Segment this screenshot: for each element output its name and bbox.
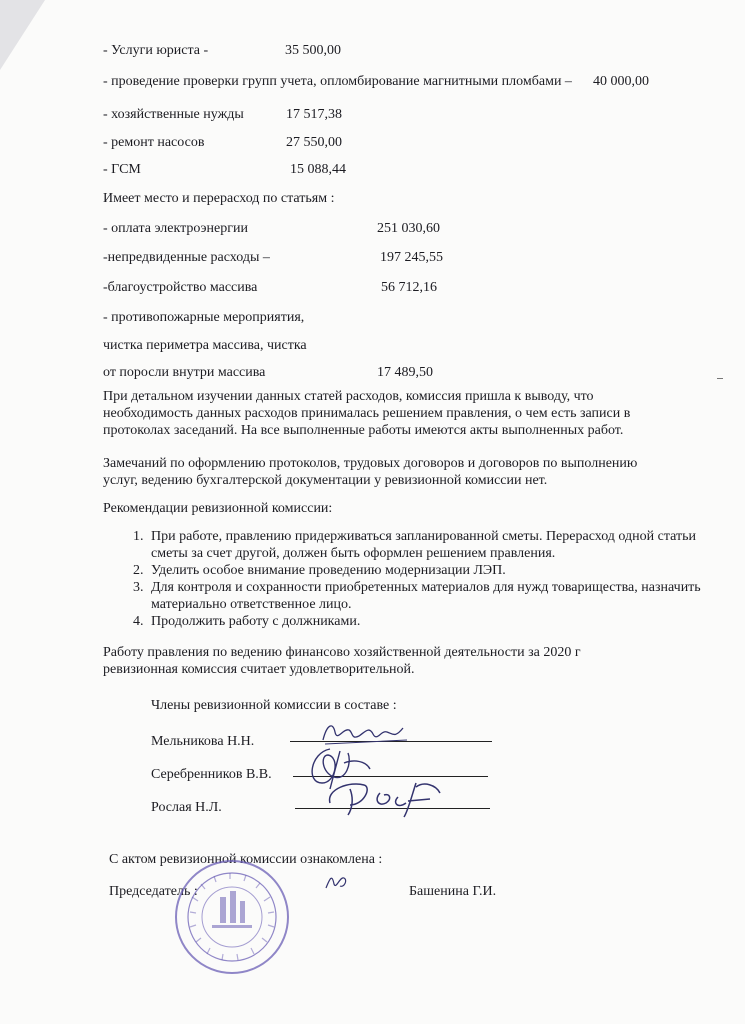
expense-amount: 56 712,16 (381, 280, 437, 295)
chairman-name: Башенина Г.И. (409, 884, 497, 899)
expense-amount: 251 030,60 (377, 221, 440, 236)
expense-label: - ГСМ (103, 162, 141, 177)
expense-amount: 17 517,38 (286, 107, 342, 122)
expense-label: - оплата электроэнергии (103, 221, 248, 236)
expense-label: - проведение проверки групп учета, опломбирование магнитными пломбами – (103, 74, 572, 89)
recommendation-item: 2. Уделить особое внимание проведению модернизации ЛЭП. (147, 562, 717, 579)
expense-amount: 27 550,00 (286, 135, 342, 150)
expense-amount: 197 245,55 (380, 250, 443, 265)
analysis-paragraph: При детальном изучении данных статей расходов, комиссия пришла к выводу, что необходимость данных расходов принималась решением правления, о чем есть записи в протоколах заседаний. На все выполненные работы имеются акты выполненных работ. (103, 389, 631, 438)
recommendation-item: 3. Для контроля и сохранности приобретенных материалов для нужд товарищества, назначить материально ответственное лицо. (147, 579, 717, 613)
expense-label: - Услуги юриста - (103, 43, 209, 58)
expense-amount: 40 000,00 (593, 74, 649, 89)
expense-amount: 15 088,44 (290, 162, 346, 177)
recommendation-item: 4. Продолжить работу с должниками. (147, 613, 717, 630)
expense-amount: 35 500,00 (285, 43, 341, 58)
signature-roslaya (320, 775, 450, 820)
expense-label: - хозяйственные нужды (103, 107, 244, 122)
acquainted-text: С актом ревизионной комиссии ознакомлена : (109, 852, 383, 867)
recommendation-item: 1. При работе, правлению придерживаться запланированной сметы. Перерасход одной статьи сметы за счет другой, должен быть оформлен решением правления. (147, 528, 717, 562)
member-name: Мельникова Н.Н. (151, 734, 255, 749)
member-name: Серебренников В.В. (151, 767, 272, 782)
expense-label-line: от поросли внутри массива (103, 365, 266, 380)
expense-label: -благоустройство массива (103, 280, 258, 295)
chairman-label: Председатель : (109, 884, 198, 899)
page-corner-shadow (0, 0, 45, 70)
recommendations-list (103, 528, 717, 630)
stamp-seal (172, 857, 292, 977)
expense-label: - ремонт насосов (103, 135, 205, 150)
expense-label-line: чистка периметра массива, чистка (103, 338, 307, 353)
remarks-paragraph: Замечаний по оформлению протоколов, трудовых договоров и договоров по выполнению услуг, ведению бухгалтерской документации у ревизионной комиссии нет. (103, 456, 638, 488)
recommendations-heading: Рекомендации ревизионной комиссии: (103, 501, 333, 516)
overspend-heading: Имеет место и перерасход по статьям : (103, 191, 335, 206)
margin-mark (717, 378, 723, 379)
expense-label-line: - противопожарные мероприятия, (103, 310, 305, 325)
signature-bashenina (322, 868, 352, 894)
member-name: Рослая Н.Л. (151, 800, 222, 815)
conclusion-paragraph: Работу правления по ведению финансово хозяйственной деятельности за 2020 г ревизионная комиссия считает удовлетворительной. (103, 645, 581, 677)
expense-amount: 17 489,50 (377, 365, 433, 380)
commission-heading: Члены ревизионной комиссии в составе : (151, 698, 397, 713)
expense-label: -непредвиденные расходы – (103, 250, 270, 265)
